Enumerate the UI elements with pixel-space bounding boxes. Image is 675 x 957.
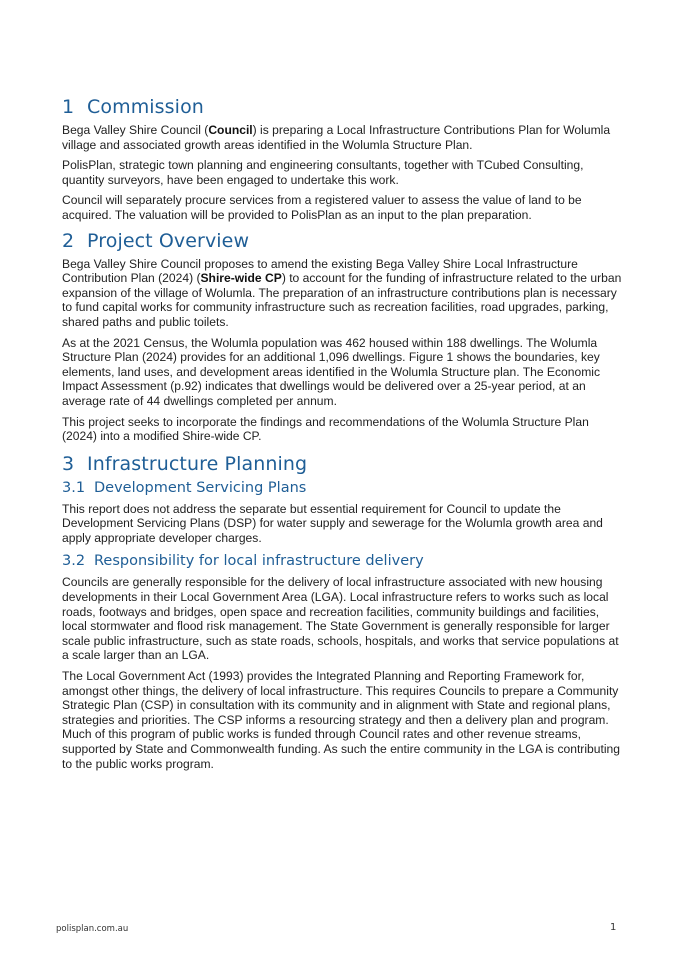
heading-commission xyxy=(62,96,622,118)
subsection-number: 3.2 xyxy=(62,553,86,570)
text-run: ) is preparing a Local Infrastructure Contributions Plan for Wolumla village and associated growth areas identified in the Wolumla Structure Plan. xyxy=(62,123,611,152)
subsection-title: Development Servicing Plans xyxy=(94,479,307,496)
paragraph: This report does not address the separate but essential requirement for Council to update the Development Servicing Plans (DSP) for water supply and sewerage for the Wolumla growth area and apply appropriate developer charges. xyxy=(62,501,603,545)
paragraph: Council will separately procure services from a registered valuer to assess the value of land to be acquired. The valuation will be provided to PolisPlan as an input to the plan preparation. xyxy=(62,193,582,222)
paragraph: This project seeks to incorporate the findings and recommendations of the Wolumla Structure Plan (2024) into a modified Shire-wide CP. xyxy=(62,414,589,444)
footer-page-number: 1 xyxy=(610,922,617,933)
section-number: 3 xyxy=(62,452,75,475)
paragraph: Councils are generally responsible for the delivery of local infrastructure associated with new housing developments in their Local Government Area (LGA). Local infrastructure refers to works such as local roads, footways and bridges, open space and recreation facilities, community buildings and facilities, local stormwater and flood risk management. The State Government is generally responsible for larger scale public infrastructure, such as state roads, schools, hospitals, and works that service populations at a scale larger than an LGA. xyxy=(62,575,619,663)
paragraph: As at the 2021 Census, the Wolumla population was 462 housed within 188 dwellings. The Wolumla Structure Plan (2024) provides for an additional 1,096 dwellings. Figure 1 shows the boundaries, key elements, land uses, and development areas identified in the Wolumla Structure plan. The Economic Impact Assessment (p.92) indicates that dwellings would be delivered over a 25-year period, at an average rate of 44 dwellings completed per annum. xyxy=(62,335,601,408)
paragraph xyxy=(62,257,622,330)
subsection-number: 3.1 xyxy=(62,479,86,496)
footer-website: polisplan.com.au xyxy=(56,924,129,934)
paragraph: The Local Government Act (1993) provides the Integrated Planning and Reporting Framework for, amongst other things, the delivery of local infrastructure. This requires Councils to prepare a Community Strategic Plan (CSP) in consultation with its community and in alignment with State and regional plans, strategies and priorities. The CSP informs a resourcing strategy and then a delivery plan and program. Much of this program of public works is funded through Council rates and other revenue streams, supported by State and Commonwealth funding. As such the entire community in the LGA is contributing to the public works program. xyxy=(62,669,620,771)
heading-responsibility-local-infrastructure xyxy=(62,552,622,571)
defined-term: Council xyxy=(208,123,253,137)
section-number: 1 xyxy=(62,96,75,118)
paragraph xyxy=(62,123,622,152)
text-run: Bega Valley Shire Council ( xyxy=(62,123,209,137)
heading-development-servicing-plans xyxy=(62,479,622,498)
subsection-title: Responsibility for local infrastructure delivery xyxy=(94,553,424,570)
heading-infrastructure-planning xyxy=(62,453,622,475)
page-content xyxy=(62,96,622,777)
text-run: Bega Valley Shire Council proposes to amend the existing Bega Valley Shire Local Infrastructure Contribution Plan (2024) ( xyxy=(62,256,578,286)
text-run: ) to account for the funding of infrastructure related to the urban expansion of the village of Wolumla. The preparation of an infrastructure contributions plan is necessary to fund capital works for community infrastructure such as recreation facilities, road upgrades, parking, shared paths and public toilets. xyxy=(62,271,622,329)
section-title: Project Overview xyxy=(87,229,250,252)
paragraph: PolisPlan, strategic town planning and engineering consultants, together with TCubed Consulting, quantity surveyors, have been engaged to undertake this work. xyxy=(62,158,584,187)
defined-term: Shire-wide CP xyxy=(200,271,282,286)
section-title: Commission xyxy=(87,96,204,118)
section-number: 2 xyxy=(62,229,75,252)
section-title: Infrastructure Planning xyxy=(87,452,308,475)
heading-project-overview xyxy=(62,230,622,252)
